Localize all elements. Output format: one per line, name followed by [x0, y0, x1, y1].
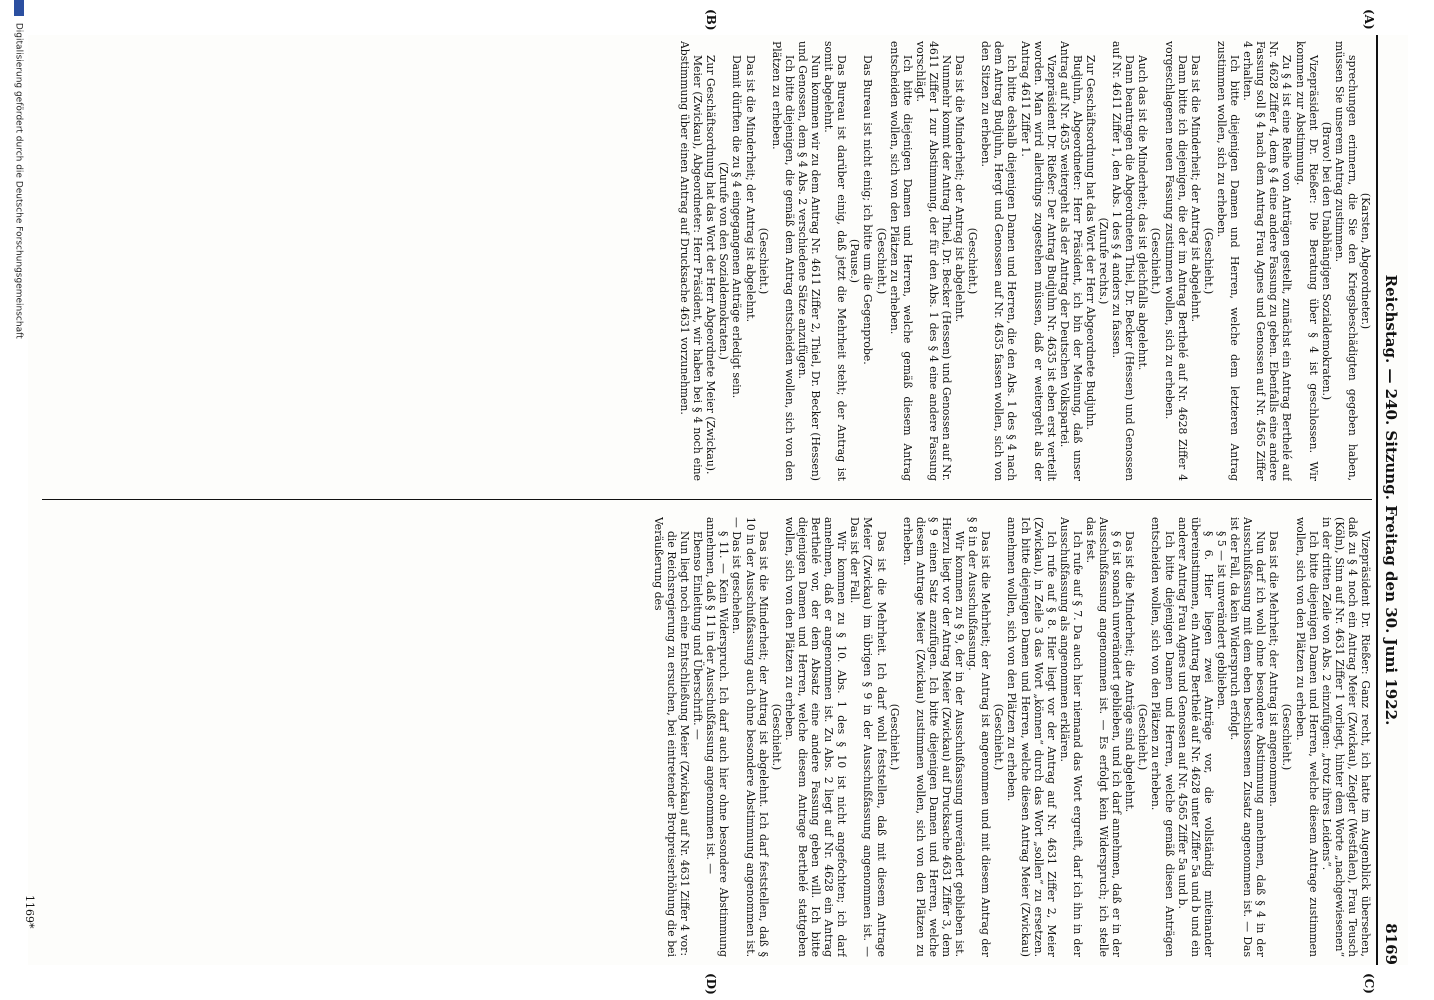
paragraph: Nun liegt noch eine Entschließung Meier (Zwickau) auf Nr. 4631 Ziffer 4 vor:: [678, 531, 692, 956]
right-column: [42, 517, 1372, 957]
paragraph: Nun kommen wir zu dem Antrag Nr. 4611 Ziffer 2, Thiel, Dr. Becker (Hessen) und Genossen, dem § 4 Abs. 2 verschiedene Sätze anzufügen.: [795, 41, 823, 481]
running-header: [1378, 35, 1400, 965]
paragraph: Zur Geschäftsordnung hat das Wort der Herr Abgeordnete Budjuhn.: [1084, 55, 1098, 430]
paragraph: (Zurufe von den Sozialdemokraten.): [717, 162, 731, 360]
paragraph: Das ist die Minderheit; die Anträge sind abgelehnt.: [1123, 531, 1137, 813]
paragraph: (Geschieht.): [874, 227, 888, 295]
paragraph: Auch das ist die Minderheit; das ist gleichfalls abgelehnt.: [1136, 55, 1150, 371]
paragraph: sprechungen erinnern, die Sie den Kriegsbeschädigten gegeben haben, müssen Sie unserem Antrag zustimmen.: [1332, 41, 1359, 481]
paragraph: die Reichsregierung zu ersuchen, bei eintretender Brotpreiserhöhung die bei Veräußerung des: [651, 517, 679, 957]
paragraph: Meier (Zwickau), Abgeordneter: Herr Präsident, wir haben bei § 4 noch eine Abstimmung über einen Antrag auf Drucksache 4631 vorzunehmen.: [678, 41, 705, 481]
document-page: [23, 9, 1408, 995]
paragraph: (Geschieht.): [1201, 227, 1215, 295]
paragraph: § 11. — Kein Widerspruch. Ich darf auch hier ohne besondere Abstimmung annehmen, daß § 11 in der Ausschußfassung angenommen ist. —: [704, 517, 731, 957]
paragraph: Das ist die Minderheit; der Antrag ist abgelehnt.: [953, 55, 967, 323]
paragraph: (Geschieht.): [769, 703, 783, 771]
paragraph: Das ist die Minderheit; der Antrag ist abgelehnt.: [1188, 55, 1202, 323]
paragraph: Nun darf ich wohl ohne besondere Abstimmung annehmen, daß § 4 in der Ausschußfassung mit dem eben beschlossenen Zusatz angenommen ist. — Das ist der Fall, da kein Widerspruch erfolgt.: [1228, 517, 1268, 957]
paragraph: § 5 — ist unverändert geblieben.: [1214, 531, 1228, 710]
paragraph: (Pause.): [848, 239, 862, 283]
paragraph: Das Bureau ist nicht einig; ich bitte um die Gegenprobe.: [861, 55, 875, 365]
header-rule: [1376, 35, 1378, 965]
header-title: Reichstag. — 240. Sitzung. Freitag den 30. Juni 1922.: [1382, 274, 1400, 726]
paragraph: (Geschieht.): [1149, 227, 1163, 295]
paragraph: Ich bitte diejenigen Damen und Herren, welche dem letzteren Antrag zustimmen wollen, sich zu erheben.: [1214, 41, 1242, 481]
dfg-logo: [14, 0, 24, 16]
paragraph: Das Bureau ist darüber einig, daß jetzt die Mehrheit steht; der Antrag ist somit abgelehnt.: [822, 41, 849, 481]
paragraph: Das ist die Mehrheit; der Antrag ist angenommen und mit diesem Antrag der § 8 in der Ausschußfassung.: [966, 517, 993, 957]
left-column: [42, 41, 1372, 481]
paragraph: Ich bitte diejenigen Damen und Herren, welche gemäß diesen Anträgen entscheiden wollen, sich von den Plätzen zu erheben.: [1149, 517, 1176, 957]
paragraph: Das ist die Mehrheit; der Antrag ist angenommen.: [1267, 531, 1281, 807]
paragraph: § 6. Hier liegen zwei Anträge vor, die vollständig miteinander übereinstimmen, ein Antrag Berthelé auf Nr. 4628 unter Ziffer 5a und b und ein anderer Antrag Frau Agnes und Genossen auf Nr. 4565 Ziffer 5a und b.: [1175, 517, 1215, 957]
paragraph: Zu § 4 ist eine Reihe von Anträgen gestellt, zunächst ein Antrag Berthelé auf Nr. 4628 Ziffer 4, dem § 4 eine andere Fassung zu geben. Ebenfalls eine andere Fassung soll § 4 nach dem Antrag Frau Agnes und Genossen auf Nr. 4565 Ziffer 4 erhalten.: [1241, 41, 1294, 481]
paragraph: Ebenso Einleitung und Überschrift. —: [691, 531, 705, 740]
paragraph: Damit dürften die zu § 4 eingegangenen Anträge erledigt sein.: [730, 55, 744, 399]
paragraph: Ich bitte diejenigen, die gemäß dem Antrag entscheiden wollen, sich von den Plätzen zu erheben.: [769, 41, 796, 481]
paragraph: (Zurufe rechts.): [1097, 217, 1111, 305]
paragraph: Vizepräsident Dr. Rießer: Ganz recht, ich hatte im Augenblick übersehen, daß zu § 4 noch ein Antrag Meier (Zwickau), Ziegler (Westfalen), Frau Teusch (Köln), Sinn auf Nr. 4631 Ziffer 1 vorliegt, hinter dem Worte „nachgewiesenen“ in der dritten Zeile von Abs. 2 einzufügen: „trotz ihres Leidens“.: [1319, 517, 1372, 957]
paragraph: (Geschieht.): [966, 227, 980, 295]
paragraph: Budjuhn, Abgeordneter: Herr Präsident, ich bin der Meinung, daß unser Antrag auf Nr. 4635 weitergeht als der Antrag der Deutschen Volkspartei.: [1057, 41, 1084, 481]
paragraph: Ich bitte diejenigen Damen und Herren, welche gemäß diesem Antrag entscheiden wollen, sich von den Plätzen zu erheben.: [887, 41, 914, 481]
paragraph: (Geschieht.): [756, 227, 770, 295]
paragraph: Vizepräsident Dr. Rießer: Die Beratung über § 4 ist geschlossen. Wir kommen zur Abstimmung.: [1293, 41, 1320, 481]
paragraph: (Geschieht.): [887, 703, 901, 771]
paragraph: Wir kommen zu § 9, der in der Ausschußfassung unverändert geblieben ist. Hierzu liegt vor der Antrag Meier (Zwickau) auf Drucksache 4631 Ziffer 3, dem § 9 einen Satz anzufügen. Ich bitte diejenigen Damen und Herren, welche diesem Antrage Meier (Zwickau) zustimmen wollen, sich von den Plätzen zu erheben.: [900, 517, 967, 957]
margin-mark-a: (A): [1362, 9, 1376, 30]
paragraph: Ich rufe auf § 7. Da auch hier niemand das Wort ergreift, darf ich ihn in der Ausschußfassung als angenommen erklären.: [1057, 517, 1084, 957]
page-footer-number: 1169*: [23, 895, 36, 929]
paragraph: (Bravo! bei den Unabhängigen Sozialdemokraten.): [1319, 121, 1333, 401]
paragraph: Das ist die Minderheit; der Antrag ist abgelehnt.: [743, 55, 757, 323]
paragraph: Ich bitte diejenigen Damen und Herren, welche diesem Antrage zustimmen wollen, sich von den Plätzen zu erheben.: [1293, 517, 1320, 957]
paragraph: Das ist die Mehrheit. Ich darf wohl feststellen, daß mit diesem Antrage Meier (Zwickau) im übrigen § 9 in der Ausschußfassung angenommen ist. — Das ist der Fall.: [848, 517, 888, 957]
digitization-note-text: Digitalisierung gefördert durch die Deutsche Forschungsgemeinschaft: [13, 22, 24, 339]
paragraph: (Geschieht.): [1136, 703, 1150, 771]
paragraph: Dann beantragen die Abgeordneten Thiel, Dr. Becker (Hessen) und Genossen auf Nr. 4611 Ziffer 1, den Abs. 1 des § 4 anders zu fassen.: [1110, 41, 1137, 481]
margin-mark-d: (D): [704, 973, 718, 995]
paragraph: (Karsten, Abgeordneter.): [1359, 192, 1372, 330]
paragraph: Vizepräsident Dr. Rießer: Der Antrag Budjuhn Nr. 4635 ist eben erst verteilt worden. Man wird allerdings zugestehen müssen, daß er weitergeht als der Antrag 4611 Ziffer 1.: [1018, 41, 1058, 481]
paragraph: Dann bitte ich diejenigen, die der im Antrag Berthelé auf Nr. 4628 Ziffer 4 vorgeschlagenen neuen Fassung zustimmen wollen, sich zu erheben.: [1162, 41, 1189, 481]
paragraph: Zur Geschäftsordnung hat das Wort der Herr Abgeordnete Meier (Zwickau).: [704, 55, 718, 475]
header-page-number: 8169: [1382, 923, 1400, 965]
paragraph: (Geschieht.): [992, 703, 1006, 771]
margin-mark-c: (C): [1362, 973, 1376, 994]
digitization-note: [14, 0, 25, 1000]
paragraph: Wir kommen zu § 10. Abs. 1 des § 10 ist nicht angefochten; ich darf annehmen, daß er angenommen ist. Zu Abs. 2 liegt auf Nr. 4628 ein Antrag Berthelé vor, der dem Absatz eine andere Fassung geben will. Ich bitte diejenigen Damen und Herren, welche diesem Antrage Berthelé stattgeben wollen, sich von den Plätzen zu erheben.: [782, 517, 849, 957]
paragraph: Nunmehr kommt der Antrag Thiel, Dr. Becker (Hessen) und Genossen auf Nr. 4611 Ziffer 1 zur Abstimmung, der für den Abs. 1 des § 4 eine andere Fassung vorschlägt.: [913, 41, 953, 481]
paragraph: (Geschieht.): [1280, 703, 1294, 771]
column-divider: [42, 499, 1372, 500]
paragraph: Das ist die Minderheit; der Antrag ist abgelehnt. Ich darf feststellen, daß § 10 in der Ausschußfassung auch ohne besondere Abstimmung angenommen ist. — Das ist geschehen.: [730, 517, 770, 957]
paragraph: Ich rufe auf § 8. Hier liegt vor der Antrag auf Nr. 4631 Ziffer 2, Meier (Zwickau), in Zeile 3 das Wort „können“ durch das Wort „sollen“ zu ersetzen. Ich bitte diejenigen Damen und Herren, welche diesen Antrag Meier (Zwickau) annehmen wollen, sich von den Plätzen zu erheben.: [1005, 517, 1058, 957]
paragraph: § 6 ist sonach unverändert geblieben, und ich darf annehmen, daß er in der Ausschußfassung angenommen ist. — Es erfolgt kein Widerspruch; ich stelle das fest.: [1084, 517, 1124, 957]
margin-mark-b: (B): [704, 9, 718, 31]
paragraph: Ich bitte deshalb diejenigen Damen und Herren, die den Abs. 1 des § 4 nach dem Antrag Budjuhn, Hergt und Genossen auf Nr. 4635 fassen wollen, sich von den Sitzen zu erheben.: [979, 41, 1019, 481]
